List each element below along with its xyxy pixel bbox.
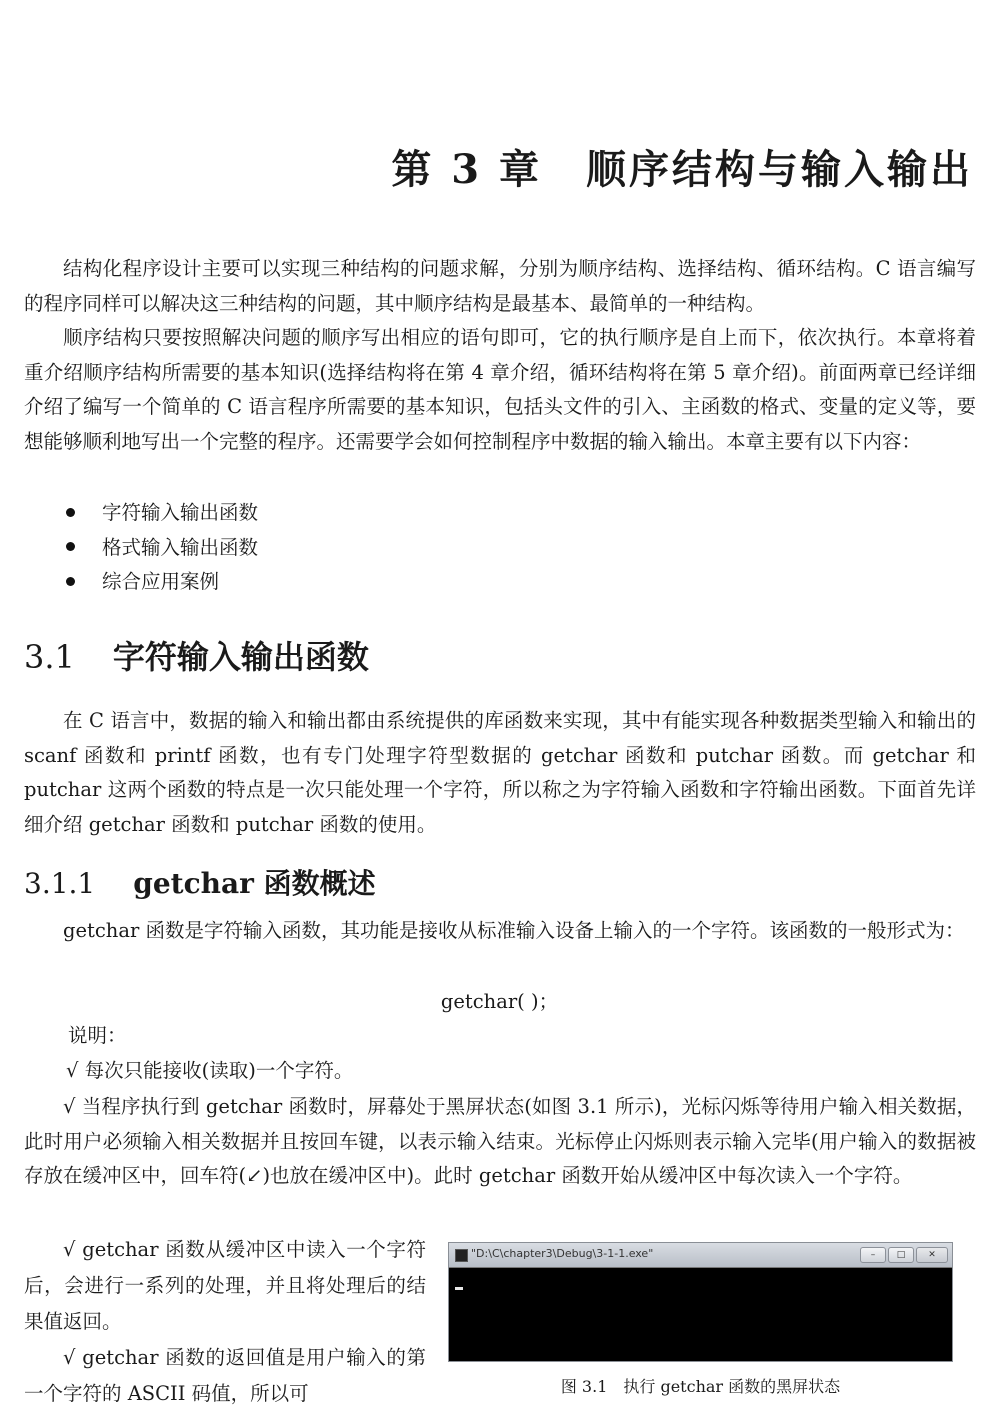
chapter-contents-list <box>66 496 258 600</box>
chapter-name: 顺序结构与输入输出 <box>586 146 973 193</box>
bullet-icon <box>66 542 75 551</box>
subsection-paragraph: getchar 函数是字符输入函数，其功能是接收从标准输入设备上输入的一个字符。该函数的一般形式为： <box>63 919 965 942</box>
note-label: 说明： <box>68 1024 127 1047</box>
code-example: getchar( )； <box>440 990 559 1013</box>
figure-caption: 图 3.1 执行 getchar 函数的黑屏状态 <box>560 1377 841 1396</box>
list-item: 字符输入输出函数 <box>66 496 258 531</box>
note-item-1: √ 每次只能接收(读取)一个字符。 <box>66 1059 354 1082</box>
console-window-figure <box>448 1242 953 1362</box>
minimize-icon: – <box>860 1247 886 1263</box>
close-icon: ✕ <box>916 1247 948 1263</box>
list-item: 综合应用案例 <box>66 565 258 600</box>
note-item-4: √ getchar 函数的返回值是用户输入的第一个字符的 ASCII 码值，所以可 <box>24 1346 426 1405</box>
section-heading <box>24 632 369 678</box>
intro-paragraph-1: 结构化程序设计主要可以实现三种结构的问题求解，分别为顺序结构、选择结构、循环结构。C 语言编写的程序同样可以解决这三种结构的问题，其中顺序结构是最基本、最简单的一种结构。 <box>24 257 976 315</box>
note-item-3: √ getchar 函数从缓冲区中读入一个字符后，会进行一系列的处理，并且将处理后的结果值返回。 <box>24 1238 426 1333</box>
window-titlebar <box>449 1243 952 1268</box>
section-title: 字符输入输出函数 <box>112 638 369 676</box>
subsection-heading <box>24 862 376 902</box>
section-number: 3.1 <box>24 638 75 676</box>
intro-paragraph-2: 顺序结构只要按照解决问题的顺序写出相应的语句即可，它的执行顺序是自上而下，依次执行。本章将着重介绍顺序结构所需要的基本知识(选择结构将在第 4 章介绍，循环结构将在第 5 章介绍)。前面两章已经详细介绍了编写一个简单的 C 语言程序所需要的基本知识，包括头文件的引入、主函数的格式、变量的定义等，要想能够顺利地写出一个完整的程序。还需要学会如何控制程序中数据的输入输出。本章主要有以下内容： <box>24 326 976 453</box>
maximize-icon: □ <box>888 1247 914 1263</box>
chapter-number: 第 3 章 <box>391 146 542 193</box>
list-item: 格式输入输出函数 <box>66 531 258 566</box>
chapter-title <box>391 138 973 195</box>
text-cursor <box>455 1287 463 1290</box>
section-paragraph: 在 C 语言中，数据的输入和输出都由系统提供的库函数来实现，其中有能实现各种数据类型输入和输出的 scanf 函数和 printf 函数，也有专门处理字符型数据的 getchar 函数和 putchar 函数。而 getchar 和 putchar 这两个函数的特点是一次只能处理一个字符，所以称之为字符输入函数和字符输出函数。下面首先详细介绍 getchar 函数和 putchar 函数的使用。 <box>24 709 976 836</box>
window-title: "D:\C\chapter3\Debug\3-1-1.exe" <box>471 1247 654 1260</box>
subsection-number: 3.1.1 <box>24 867 96 900</box>
bullet-icon <box>66 577 75 586</box>
bullet-icon <box>66 508 75 517</box>
console-icon <box>455 1249 468 1262</box>
note-item-2: √ 当程序执行到 getchar 函数时，屏幕处于黑屏状态(如图 3.1 所示)，光标闪烁等待用户输入相关数据，此时用户必须输入相关数据并且按回车键，以表示输入结束。光标停止闪烁则表示输入完毕(用户输入的数据被存放在缓冲区中，回车符(↙)也放在缓冲区中)。此时 getchar 函数开始从缓冲区中每次读入一个字符。 <box>24 1095 976 1187</box>
subsection-title: getchar 函数概述 <box>133 867 376 900</box>
